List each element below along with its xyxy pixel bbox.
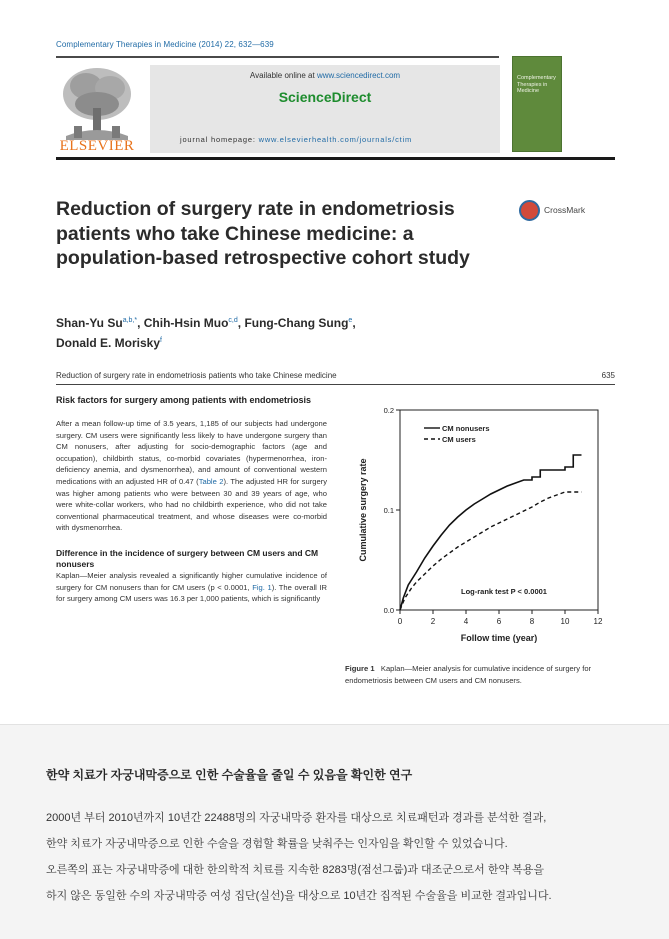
y-axis-label: Cumulative surgery rate (358, 458, 368, 562)
author-list (56, 312, 556, 352)
section-heading: Difference in the incidence of surgery between CM users and CM nonusers (56, 547, 319, 569)
crossmark-icon (519, 200, 540, 221)
x-tick-label: 12 (593, 617, 603, 626)
x-tick-label: 4 (463, 617, 469, 626)
journal-citation: Complementary Therapies in Medicine (2014) 22, 632—639 (56, 40, 274, 49)
x-tick-label: 8 (529, 617, 535, 626)
y-tick-label: 0.0 (383, 606, 394, 615)
sciencedirect-logo: ScienceDirect (278, 89, 372, 105)
author-name: Fung-Chang Sung (244, 316, 349, 330)
masthead-top-rule (56, 56, 499, 58)
body-paragraph: After a mean follow-up time of 3.5 years, 1,185 of our subjects had undergone surgery. CM users were significantly less likely to have undergone surgery than CM nonusers, after adjusting for socio-demographic factors (age and occupation), childbirth status, co-morbid covariates (hypermenorrhea, iron-deficiency anemia, and dysmenorrhea), and amount of conventional western medications with an adjusted HR of 0.47 (Table 2). The adjusted HR for surgery was higher among patients who were between 30 and 39 years of age, who were white-collar workers, who had no childbirth experience, who did not take conventional pharmaceutical treatment, and whose diseases were co-morbid with dysmenorrhea. (56, 419, 327, 533)
article-title: Reduction of surgery rate in endometriosis patients who take Chinese medicine: a population-based retrospective cohort study (56, 198, 470, 269)
summary-line: 한약 치료가 자궁내막증으로 인한 수술을 경험할 확률을 낮춰주는 인자임을 확인할 수 있었습니다. (46, 838, 508, 850)
crossmark-label: CrossMark (544, 205, 586, 215)
section-heading: Risk factors for surgery among patients with endometriosis (56, 395, 312, 405)
figure-caption (345, 663, 620, 686)
x-tick-label: 10 (560, 617, 570, 626)
author-affiliation[interactable]: e (348, 317, 353, 324)
author-affiliation[interactable]: a,b,* (122, 317, 138, 324)
author-separator: , (352, 316, 356, 330)
elsevier-wordmark: ELSEVIER (59, 138, 135, 154)
author-affiliation[interactable]: c,d (228, 317, 238, 324)
running-header-title: Reduction of surgery rate in endometriosis patients who take Chinese medicine (56, 371, 337, 380)
y-tick-label: 0.1 (383, 506, 394, 515)
author-name: Donald E. Morisky (56, 336, 161, 350)
crossmark-badge[interactable] (519, 200, 599, 222)
chart-axes (396, 410, 598, 614)
korean-summary-panel (0, 725, 669, 939)
body-paragraph: Kaplan—Meier analysis revealed a significantly higher cumulative incidence of surgery for CM nonusers than for CM users (p < 0.0001, Fig. 1). The overall IR for surgery among CM users was 16.3 per 1,000 patients, which is significantly (56, 570, 327, 604)
chart-annotation: Log-rank test P < 0.0001 (461, 587, 547, 596)
figure-1-link[interactable]: Fig. 1 (252, 582, 272, 592)
figure-label: Figure 1 (345, 664, 375, 673)
author-name: Chih-Hsin Muo (143, 316, 229, 330)
x-tick-label: 2 (430, 617, 436, 626)
x-axis-label: Follow time (year) (460, 633, 538, 643)
legend-label: CM users (442, 435, 476, 444)
journal-homepage: journal homepage: www.elsevierhealth.com/journals/ctim (180, 135, 413, 144)
summary-title: 한약 치료가 자궁내막증으로 인한 수술율을 줄일 수 있음을 확인한 연구 (46, 768, 413, 782)
journal-cover-thumbnail (512, 56, 562, 152)
summary-line: 하지 않은 동일한 수의 자궁내막증 여성 집단(실선)을 대상으로 10년간 집적된 수술율을 비교한 결과입니다. (46, 890, 552, 902)
summary-line: 오른쪽의 표는 자궁내막증에 대한 한의학적 치료를 지속한 8283명(점선그룹)과 대조군으로서 한약 복용을 (46, 864, 545, 876)
masthead-bottom-rule (56, 157, 615, 160)
running-header (56, 371, 615, 385)
x-tick-label: 6 (496, 617, 502, 626)
table-2-link[interactable]: Table 2 (198, 476, 224, 486)
available-online: Available online at www.sciencedirect.com (249, 71, 401, 80)
page-number: 635 (601, 371, 615, 380)
journal-homepage-link[interactable]: www.elsevierhealth.com/journals/ctim (258, 135, 413, 144)
left-column (56, 395, 327, 605)
summary-body (46, 805, 636, 909)
kaplan-meier-chart (352, 398, 615, 656)
figure-caption-text: Kaplan—Meier analysis for cumulative incidence of surgery for endometriosis between CM users and CM nonusers. (345, 664, 592, 685)
journal-masthead (56, 56, 615, 160)
x-tick-label: 0 (397, 617, 403, 626)
chart-labels (358, 406, 603, 643)
author-name: Shan-Yu Su (56, 316, 123, 330)
author-affiliation[interactable]: f (160, 337, 162, 344)
cover-title: Complementary Therapies in Medicine (517, 75, 556, 94)
author-separator: , (237, 316, 245, 330)
legend-label: CM nonusers (442, 424, 490, 433)
author-separator: , (137, 316, 144, 330)
sciencedirect-link[interactable]: www.sciencedirect.com (316, 71, 401, 80)
y-tick-label: 0.2 (383, 406, 394, 415)
plot-frame (400, 410, 598, 610)
summary-line: 2000년 부터 2010년까지 10년간 22488명의 자궁내막증 환자를 대상으로 치료패턴과 경과를 분석한 결과, (46, 812, 547, 824)
journal-banner (150, 65, 500, 153)
